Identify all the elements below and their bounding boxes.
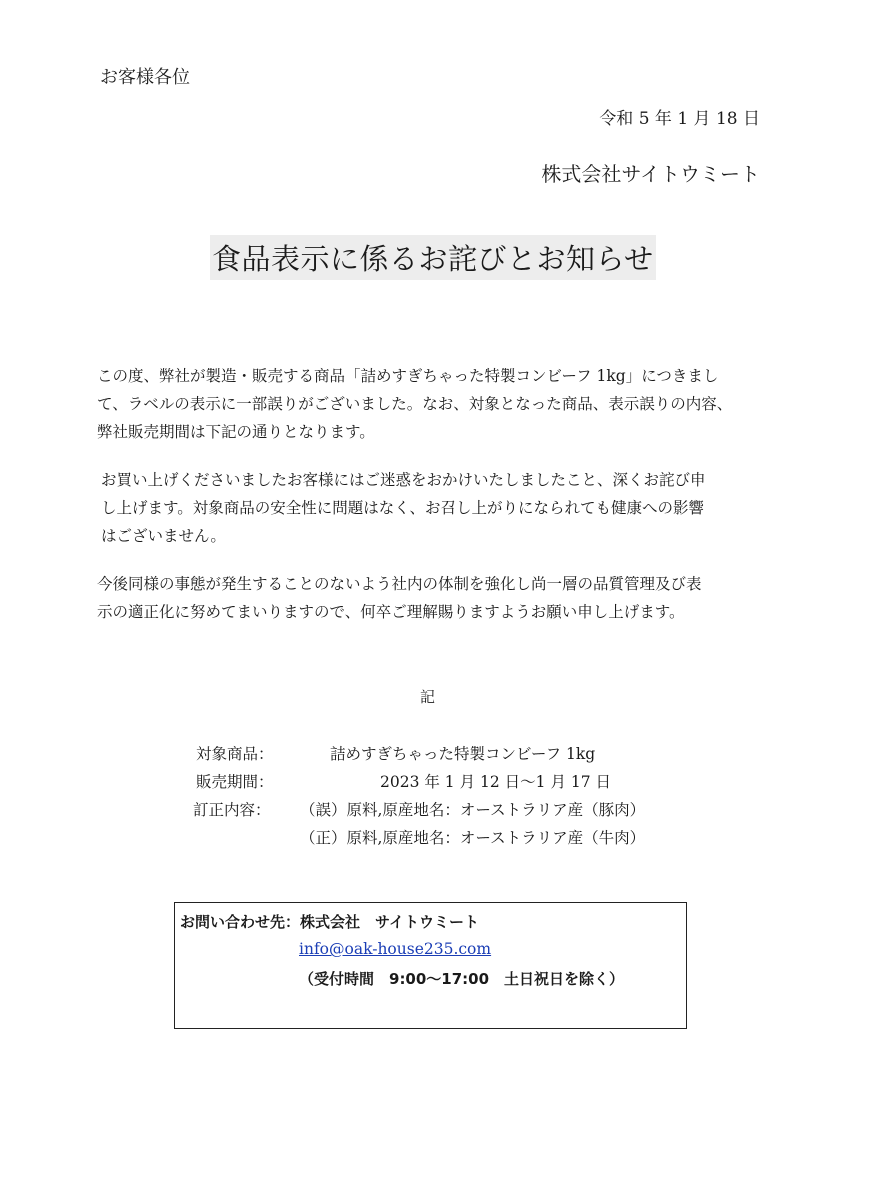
paragraph-line: 弊社販売期間は下記の通りとなります。: [97, 423, 375, 441]
paragraph-line: お買い上げくださいましたお客様にはご迷惑をおかけいたしましたこと、深くお詫び申: [101, 471, 706, 489]
paragraph-line: て、ラベルの表示に一部誤りがございました。なお、対象となった商品、表示誤りの内容、: [97, 395, 733, 413]
correction-right: （正）原料,原産地名：オーストラリア産（牛肉）: [300, 829, 646, 847]
product-label: 対象商品：: [196, 745, 274, 763]
page-title: 食品表示に係るお詫びとお知らせ: [212, 242, 654, 276]
paragraph-line: 今後同様の事態が発生することのないよう社内の体制を強化し尚一層の品質管理及び表: [97, 575, 702, 593]
paragraph-line: はございません。: [101, 527, 226, 545]
paragraph-line: し上げます。対象商品の安全性に問題はなく、お召し上がりになられても健康への影響: [101, 499, 704, 517]
paragraph-line: 示の適正化に努めてまいりますので、何卒ご理解賜りますようお願い申し上げます。: [97, 603, 685, 621]
product-value: 詰めすぎちゃった特製コンビーフ 1kg: [330, 745, 596, 763]
issue-date: 令和 5 年 1 月 18 日: [599, 109, 760, 129]
body-paragraph-3: [97, 570, 702, 626]
title-highlight: [210, 235, 656, 280]
issuer-company: 株式会社サイトウミート: [541, 162, 760, 186]
correction-wrong: （誤）原料,原産地名：オーストラリア産（豚肉）: [300, 801, 646, 819]
body-paragraph-1: [97, 362, 732, 446]
addressee: お客様各位: [100, 67, 190, 88]
contact-hours: （受付時間 9:00～17:00 土日祝日を除く）: [299, 970, 625, 988]
body-paragraph-2: [101, 466, 706, 550]
period-label: 販売期間：: [196, 773, 274, 791]
period-value: 2023 年 1 月 12 日～1 月 17 日: [380, 773, 612, 791]
correction-label: 訂正内容：: [193, 801, 271, 819]
contact-email-link[interactable]: info@oak-house235.com: [299, 940, 492, 958]
paragraph-line: この度、弊社が製造・販売する商品「詰めすぎちゃった特製コンビーフ 1kg」につきまし: [97, 367, 719, 385]
notice-heading: 記: [420, 688, 436, 706]
contact-label: お問い合わせ先：株式会社 サイトウミート: [180, 913, 479, 931]
